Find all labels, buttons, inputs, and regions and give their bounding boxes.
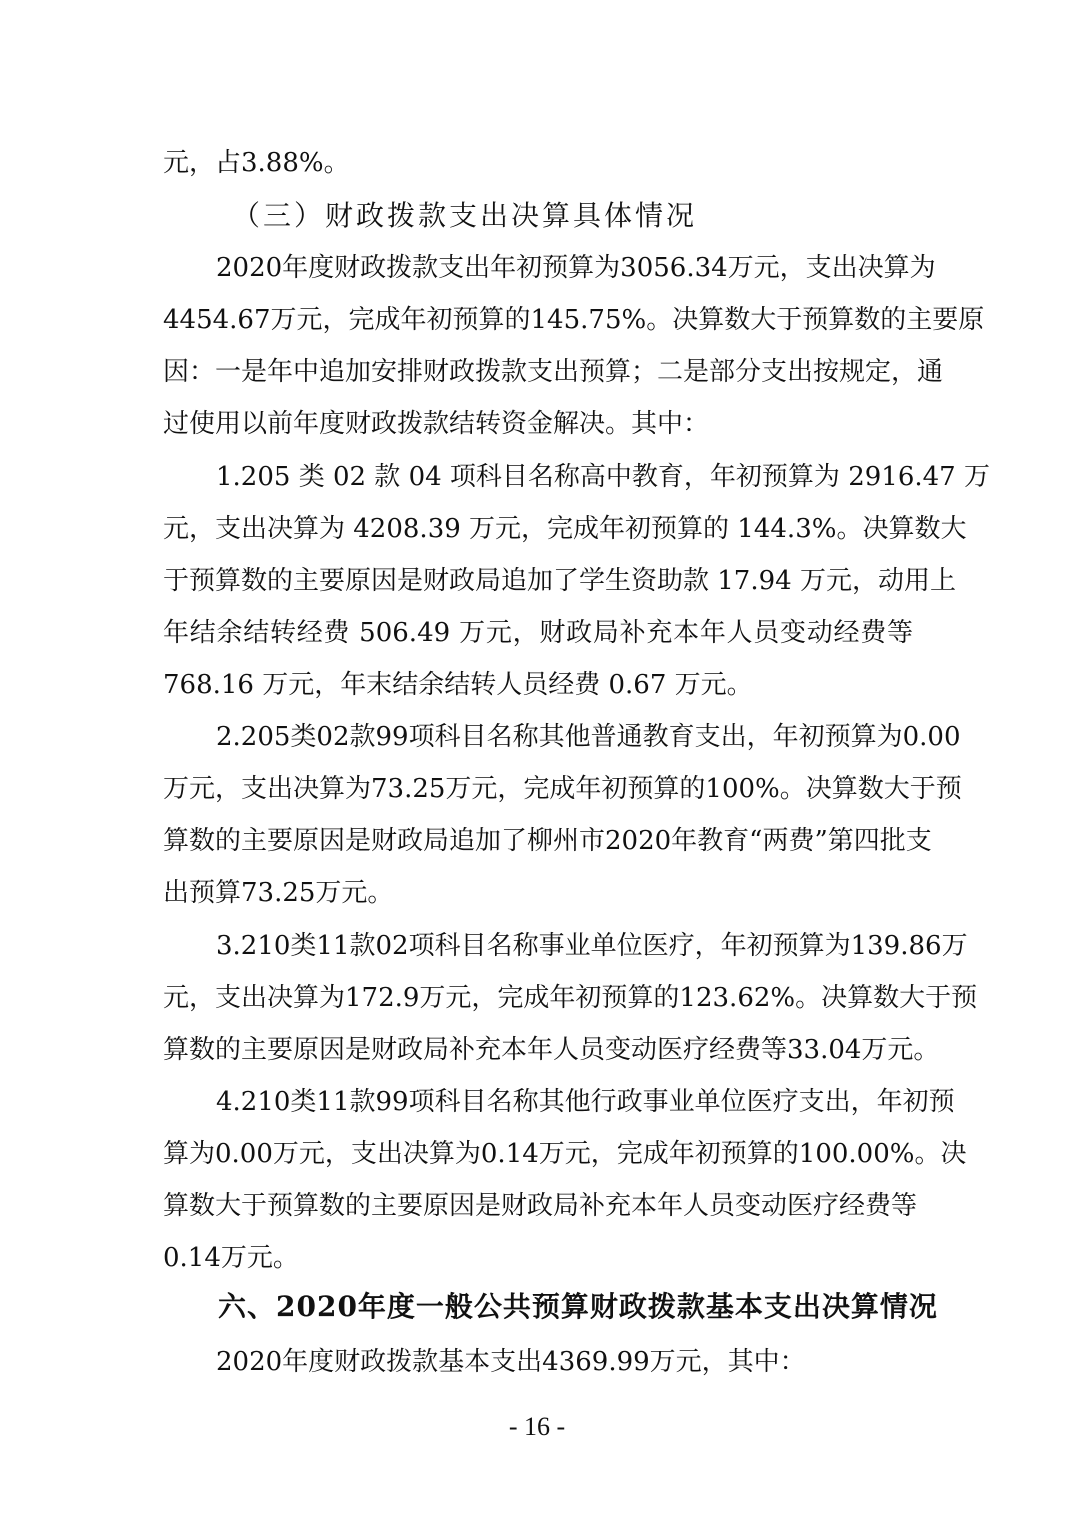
- paragraph-line: 0.14万元。: [163, 1243, 299, 1273]
- section-heading: 六、2020年度一般公共预算财政拨款基本支出决算情况: [218, 1290, 938, 1323]
- paragraph-line: 4.210类11款99项科目名称其他行政事业单位医疗支出，年初预: [216, 1087, 955, 1117]
- paragraph-line: 算数的主要原因是财政局追加了柳州市2020年教育“两费”第四批支: [163, 826, 932, 856]
- page-number: - 16 -: [508, 1412, 566, 1441]
- paragraph-line: 2.205类02款99项科目名称其他普通教育支出，年初预算为0.00: [216, 722, 961, 752]
- paragraph-line: 2020年度财政拨款基本支出4369.99万元，其中：: [216, 1347, 806, 1377]
- paragraph-line: 3.210类11款02项科目名称事业单位医疗，年初预算为139.86万: [216, 931, 968, 961]
- paragraph-line: 万元，支出决算为73.25万元，完成年初预算的100%。决算数大于预: [163, 774, 962, 804]
- paragraph-line: 2020年度财政拨款支出年初预算为3056.34万元，支出决算为: [216, 253, 936, 283]
- paragraph-line: 4454.67万元，完成年初预算的145.75%。决算数大于预算数的主要原: [163, 305, 985, 335]
- paragraph-line: 768.16 万元，年末结余结转人员经费 0.67 万元。: [163, 670, 753, 700]
- paragraph-line: 元，支出决算为 4208.39 万元，完成年初预算的 144.3%。决算数大: [163, 514, 967, 544]
- paragraph-line: 过使用以前年度财政拨款结转资金解决。其中：: [163, 409, 710, 439]
- paragraph-line: 于预算数的主要原因是财政局追加了学生资助款 17.94 万元，动用上: [163, 566, 956, 596]
- paragraph-line: 元，占3.88%。: [163, 148, 350, 178]
- paragraph-line: 1.205 类 02 款 04 项科目名称高中教育，年初预算为 2916.47 万: [216, 462, 990, 492]
- paragraph-line: 算为0.00万元，支出决算为0.14万元，完成年初预算的100.00%。决: [163, 1139, 967, 1169]
- paragraph-line: 元，支出决算为172.9万元，完成年初预算的123.62%。决算数大于预: [163, 983, 978, 1013]
- paragraph-line: 出预算73.25万元。: [163, 878, 394, 908]
- paragraph-line: 算数大于预算数的主要原因是财政局补充本年人员变动医疗经费等: [163, 1191, 918, 1221]
- section-subheading: （三）财政拨款支出决算具体情况: [232, 199, 698, 232]
- paragraph-line: 因：一是年中追加安排财政拨款支出预算；二是部分支出按规定，通: [163, 357, 944, 387]
- paragraph-line: 算数的主要原因是财政局补充本年人员变动医疗经费等33.04万元。: [163, 1035, 940, 1065]
- paragraph-line: 年结余结转经费 506.49 万元，财政局补充本年人员变动经费等: [163, 618, 913, 648]
